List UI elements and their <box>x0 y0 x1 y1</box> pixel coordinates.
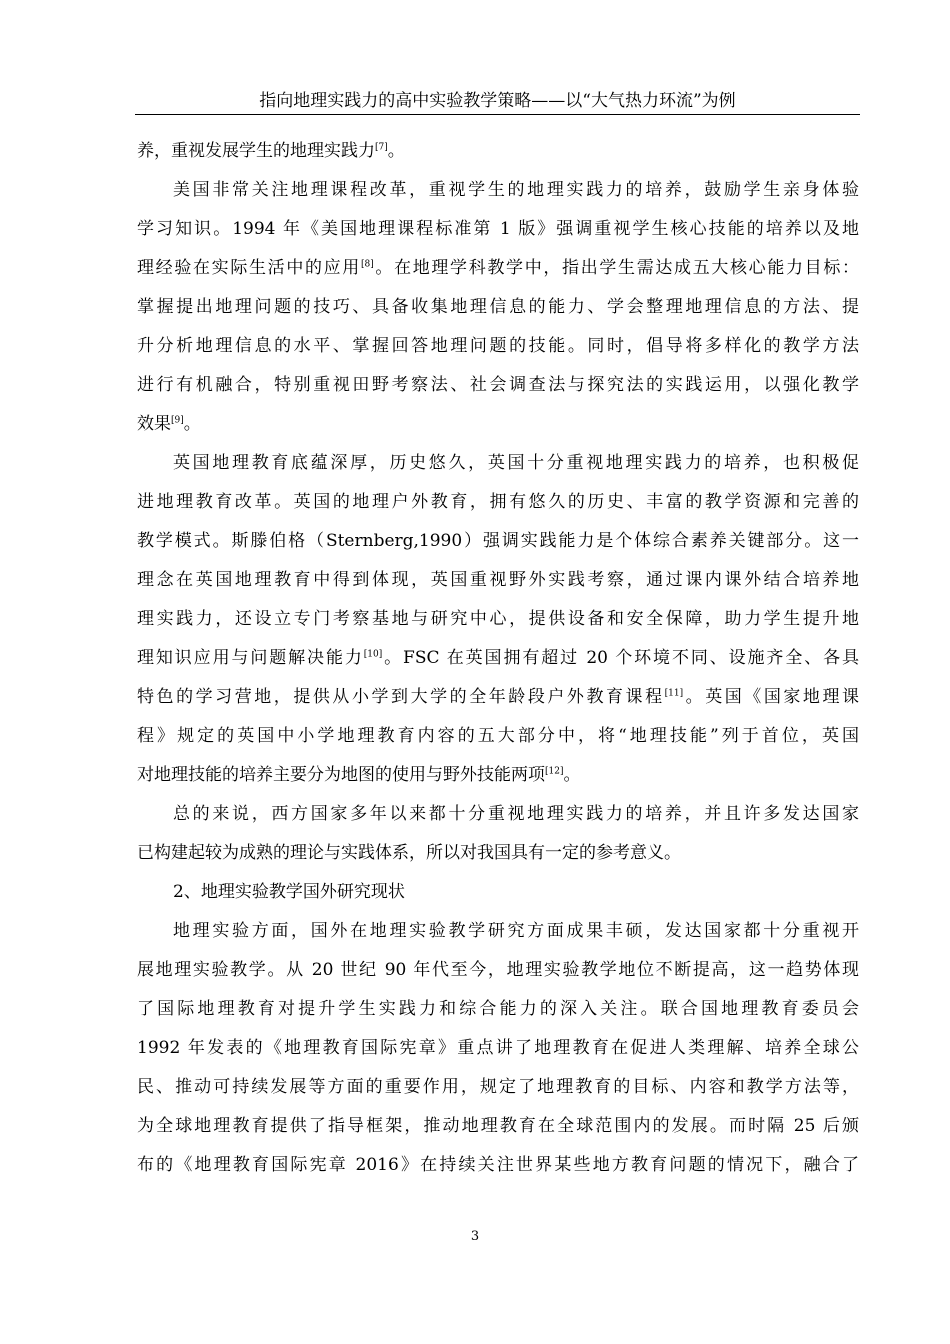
text-run: 展地理实验教学。从 20 世纪 90 年代至今，地理实验教学地位不断提高，这一趋势体现 <box>137 960 859 980</box>
text-run: 已构建起较为成熟的理论与实践体系，所以对我国具有一定的参考意义。 <box>137 843 681 863</box>
text-run: 英国地理教育底蕴深厚，历史悠久，英国十分重视地理实践力的培养，也积极促 <box>173 453 859 473</box>
text-run: 地理实验方面，国外在地理实验教学研究方面成果丰硕，发达国家都十分重视开 <box>173 921 859 941</box>
text-run: 。英国《国家地理课 <box>683 687 860 707</box>
text-line <box>137 210 859 249</box>
citation-ref: [10] <box>363 649 383 660</box>
text-run: 美国非常关注地理课程改革，重视学生的地理实践力的培养，鼓励学生亲身体验 <box>173 180 859 200</box>
text-run: 。 <box>183 414 201 434</box>
text-line <box>137 327 859 366</box>
text-line <box>137 249 859 288</box>
text-run: 民、推动可持续发展等方面的重要作用，规定了地理教育的目标、内容和教学方法等， <box>137 1077 859 1097</box>
text-run: 布的《地理教育国际宪章 2016》在持续关注世界某些地方教育问题的情况下，融合了 <box>137 1155 859 1175</box>
text-run: 。FSC 在英国拥有超过 20 个环境不同、设施齐全、各具 <box>382 648 860 668</box>
text-run: 。在地理学科教学中，指出学生需达成五大核心能力目标： <box>373 258 860 278</box>
text-run: 升分析地理信息的水平、掌握回答地理问题的技能。同时，倡导将多样化的教学方法 <box>137 336 859 356</box>
text-line <box>137 1029 859 1068</box>
body-text <box>137 132 859 1185</box>
text-line <box>137 990 859 1029</box>
page-number <box>0 1228 950 1246</box>
text-line <box>137 1107 859 1146</box>
text-line <box>137 600 859 639</box>
text-line <box>137 522 859 561</box>
text-run: 理念在英国地理教育中得到体现，英国重视野外实践考察，通过课内课外结合培养地 <box>137 570 859 590</box>
text-run: 总的来说，西方国家多年以来都十分重视地理实践力的培养，并且许多发达国家 <box>173 804 859 824</box>
text-run: 理实践力，还设立专门考察基地与研究中心，提供设备和安全保障，助力学生提升地 <box>137 609 859 629</box>
citation-ref: [12] <box>545 766 564 777</box>
text-line <box>137 912 859 951</box>
text-line <box>137 717 859 756</box>
text-line <box>137 132 859 171</box>
text-run: 理知识应用与问题解决能力 <box>137 648 364 668</box>
text-run: 了国际地理教育对提升学生实践力和综合能力的深入关注。联合国地理教育委员会 <box>137 999 859 1019</box>
citation-ref: [11] <box>664 688 684 699</box>
text-line <box>137 834 859 873</box>
text-line <box>137 561 859 600</box>
text-run: 特色的学习营地，提供从小学到大学的全年龄段户外教育课程 <box>137 687 665 707</box>
text-line <box>137 483 859 522</box>
citation-ref: [8] <box>360 259 374 270</box>
citation-ref: [9] <box>171 415 184 426</box>
text-run: 理经验在实际生活中的应用 <box>137 258 361 278</box>
text-line <box>137 171 859 210</box>
text-line <box>137 756 859 795</box>
text-run: 2、地理实验教学国外研究现状 <box>173 882 405 902</box>
text-run: 养，重视发展学生的地理实践力 <box>137 141 375 161</box>
text-line <box>137 444 859 483</box>
header-title: 指向地理实践力的高中实验教学策略——以“大气热力环流”为例 <box>259 91 736 111</box>
text-line <box>137 639 859 678</box>
page-number-value: 3 <box>470 1229 480 1244</box>
text-line <box>137 873 859 912</box>
text-run: 。 <box>387 141 405 161</box>
text-run: 对地理技能的培养主要分为地图的使用与野外技能两项 <box>137 765 545 785</box>
text-line <box>137 951 859 990</box>
text-run: 学习知识。1994 年《美国地理课程标准第 1 版》强调重视学生核心技能的培养以及地 <box>137 219 859 239</box>
running-header <box>135 88 860 115</box>
citation-ref: [7] <box>375 142 388 153</box>
text-line <box>137 678 859 717</box>
text-line <box>137 288 859 327</box>
text-line <box>137 405 859 444</box>
text-line <box>137 1146 859 1185</box>
text-run: 为全球地理教育提供了指导框架，推动地理教育在全球范围内的发展。而时隔 25 后颁 <box>137 1116 859 1136</box>
text-line <box>137 795 859 834</box>
text-run: 。 <box>563 765 581 785</box>
text-run: 程》规定的英国中小学地理教育内容的五大部分中，将“地理技能”列于首位，英国 <box>137 726 859 746</box>
text-line <box>137 366 859 405</box>
text-line <box>137 1068 859 1107</box>
text-run: 进行有机融合，特别重视田野考察法、社会调查法与探究法的实践运用，以强化教学 <box>137 375 859 395</box>
text-run: 效果 <box>137 414 171 434</box>
text-run: 教学模式。斯滕伯格（Sternberg,1990）强调实践能力是个体综合素养关键部分。这一 <box>137 531 859 551</box>
text-run: 进地理教育改革。英国的地理户外教育，拥有悠久的历史、丰富的教学资源和完善的 <box>137 492 859 512</box>
text-run: 1992 年发表的《地理教育国际宪章》重点讲了地理教育在促进人类理解、培养全球公 <box>137 1038 859 1058</box>
text-run: 掌握提出地理问题的技巧、具备收集地理信息的能力、学会整理地理信息的方法、提 <box>137 297 859 317</box>
